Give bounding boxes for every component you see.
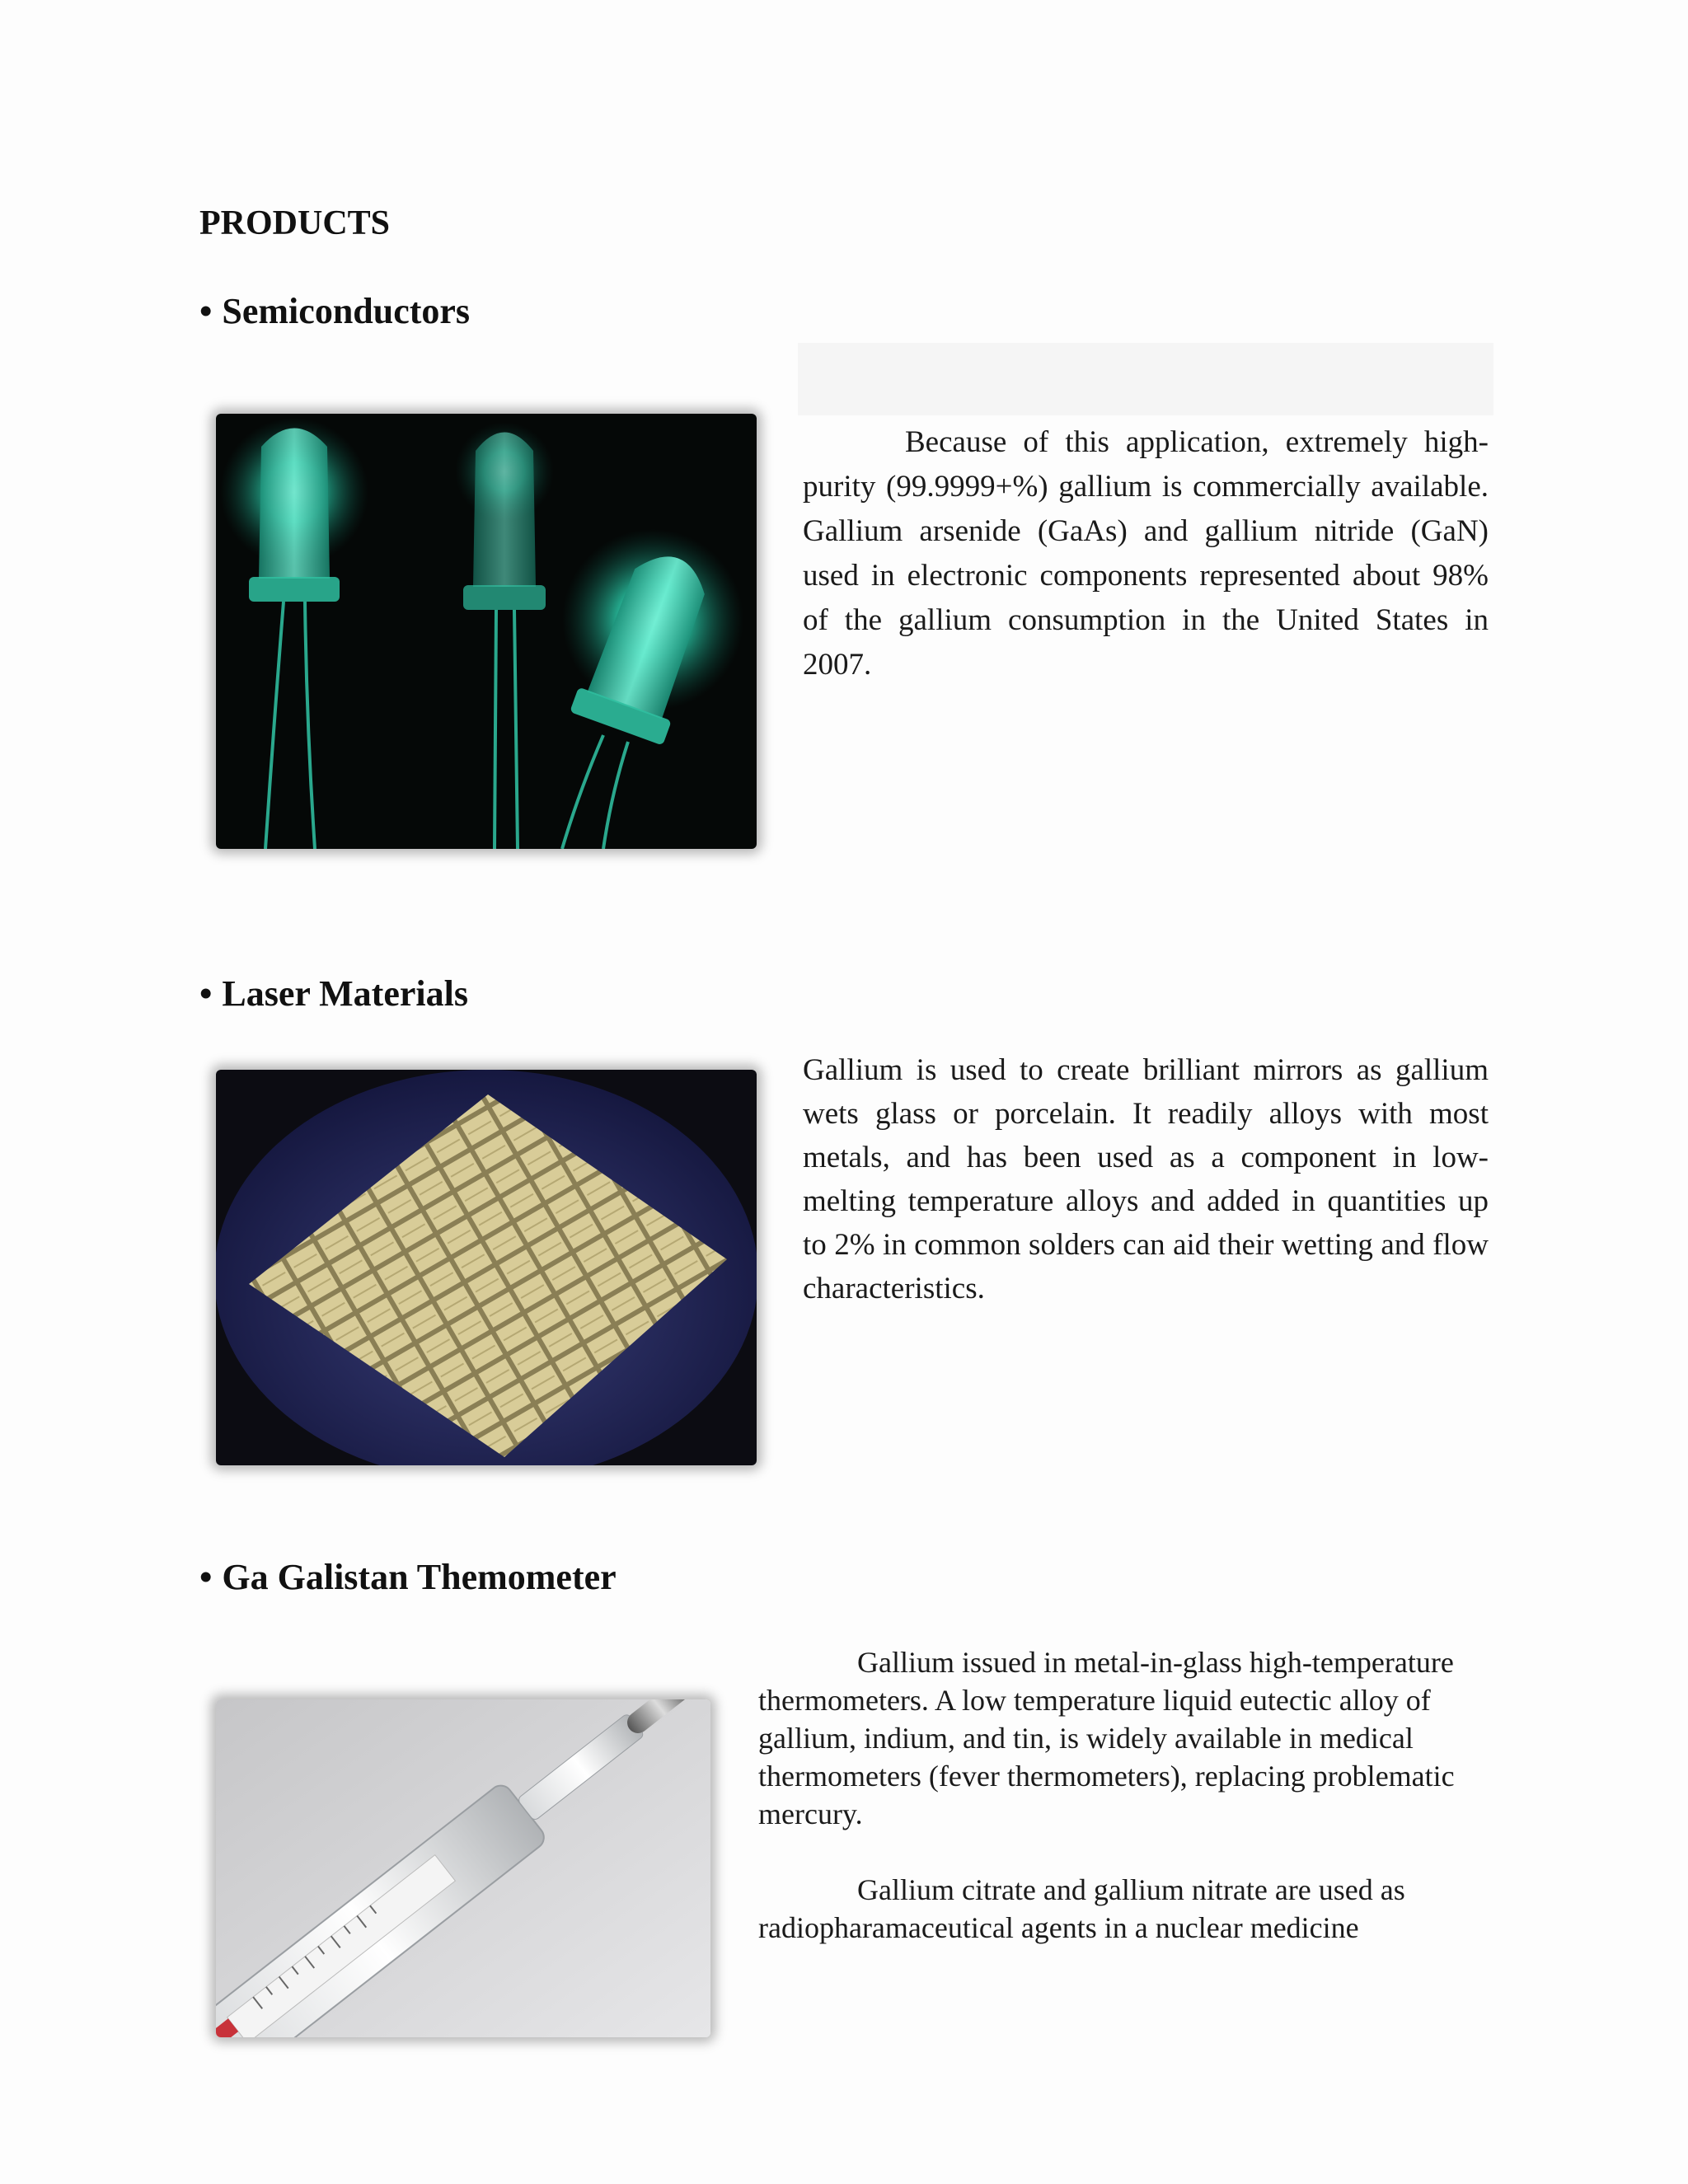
section-heading-semiconductors xyxy=(199,293,470,330)
section-heading-laser-materials xyxy=(199,973,468,1014)
thermometer-paragraph: Gallium issued in metal-in-glass high-temperature thermometers. A low temperature liquid eutectic alloy of gallium, indium, and tin, is widely available in medical thermometers (fever thermometers), replacing problematic mercury. xyxy=(758,1646,1455,1830)
section-heading-thermometer xyxy=(199,1559,617,1596)
thermometer-text-block xyxy=(758,1643,1484,1947)
section-title: Semiconductors xyxy=(222,291,471,331)
green-led-photo-icon xyxy=(216,414,757,849)
laser-materials-paragraph: Gallium is used to create brilliant mirrors as gallium wets glass or porcelain. It readily alloys with most metals, and has been used as a component in low-melting temperature alloys and added in quantities up to 2% in common solders can aid their wetting and flow characteristics. xyxy=(803,1053,1489,1305)
wafer-chips-photo-icon xyxy=(216,1070,757,1465)
thermometer-photo-icon xyxy=(216,1699,710,2037)
section-title: Laser Materials xyxy=(222,973,468,1014)
blank-band xyxy=(798,343,1493,415)
semiconductors-paragraph: Because of this application, extremely high-purity (99.9999+%) gallium is commercially available. Gallium arsenide (GaAs) and gallium nitride (GaN) used in electronic components represented about 98% of the gallium consumption in the United States in 2007. xyxy=(803,425,1489,682)
bullet: • xyxy=(199,973,213,1014)
bullet: • xyxy=(199,291,213,331)
bullet: • xyxy=(199,1557,213,1597)
radiopharmaceutical-paragraph: Gallium citrate and gallium nitrate are used as radiopharamaceutical agents in a nuclear medicine xyxy=(758,1873,1405,1944)
page-title: PRODUCTS xyxy=(199,204,391,242)
section-title: Ga Galistan Themometer xyxy=(222,1557,617,1597)
